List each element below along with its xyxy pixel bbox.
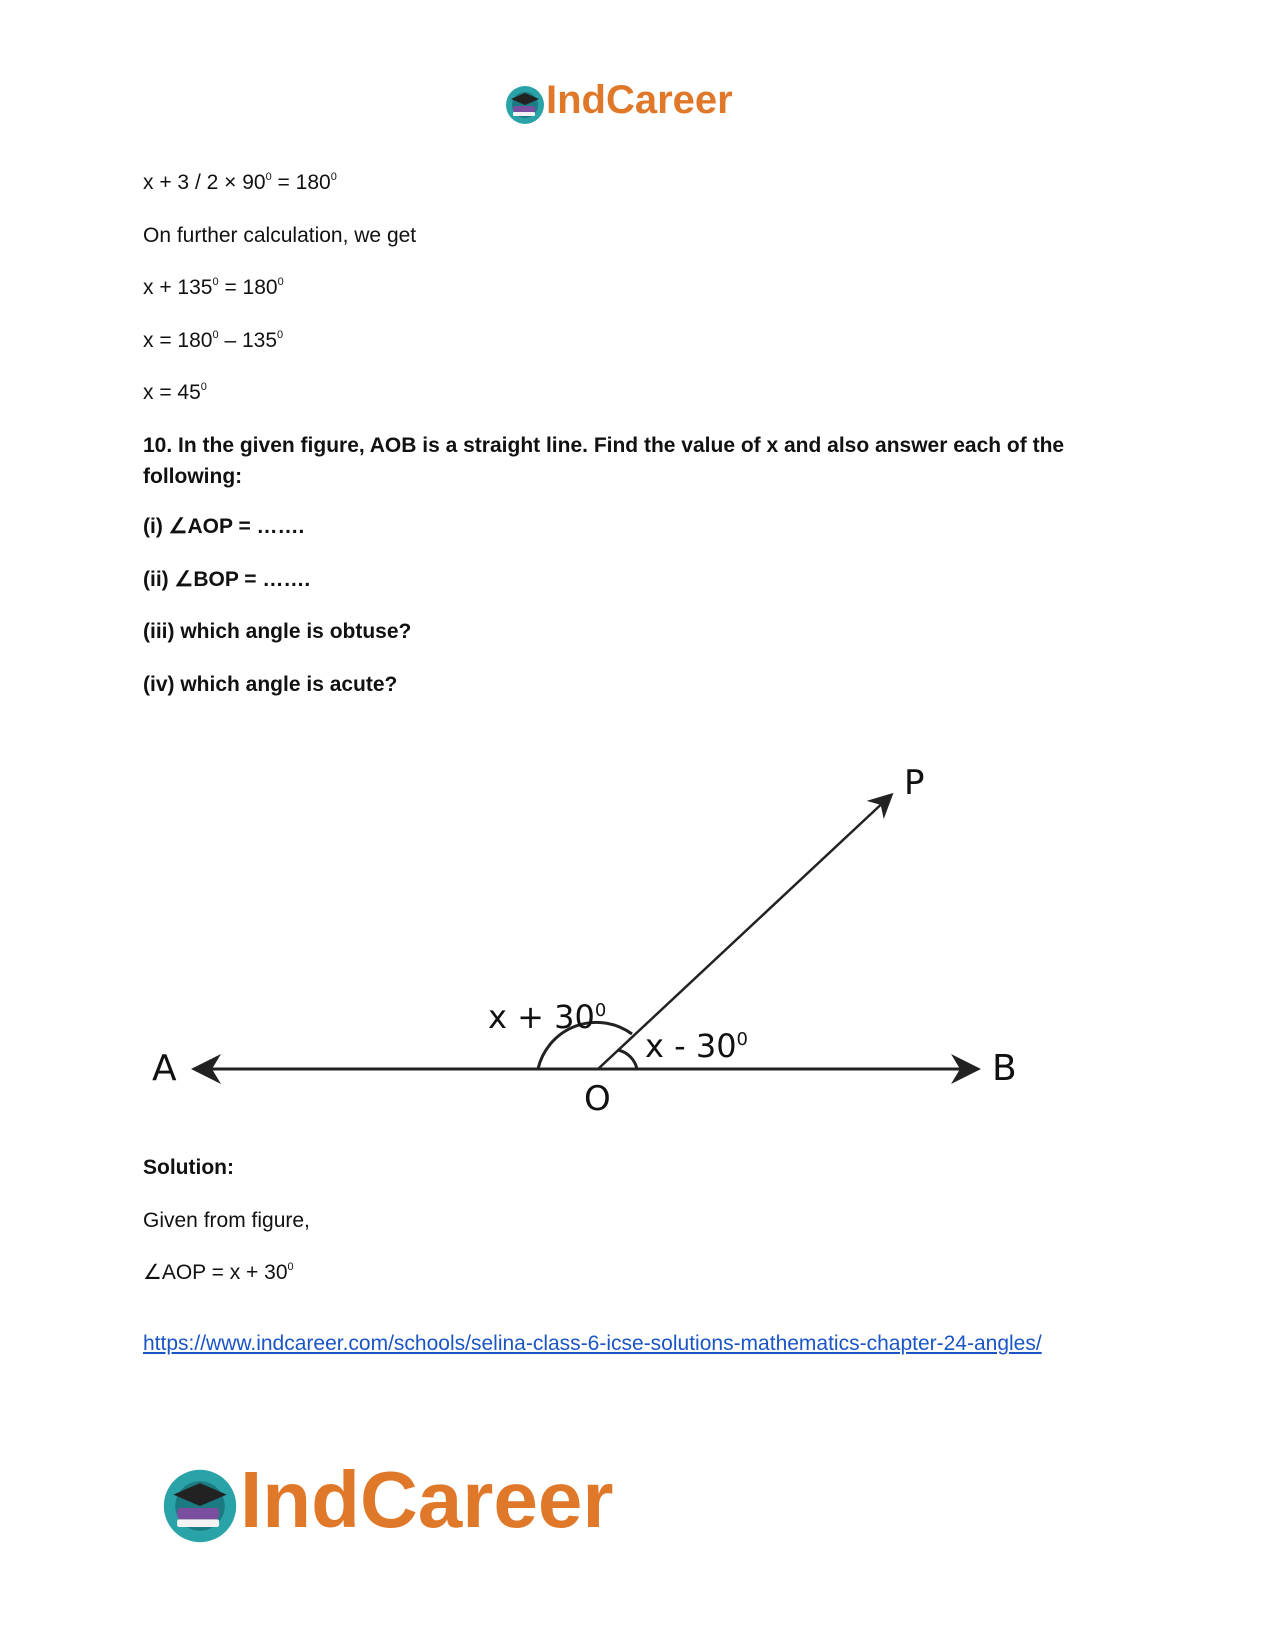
solution-line-1: Given from figure, (143, 1209, 310, 1232)
graduation-book-icon (504, 84, 546, 126)
solution-line-2: ∠AOP = $x + 30^0$ (143, 1261, 294, 1284)
question-part-1: (i) ∠AOP = ……. (143, 515, 305, 538)
step-line-2: On further calculation, we get (143, 224, 417, 247)
label-o: O (584, 1079, 611, 1119)
label-a: A (152, 1048, 177, 1089)
step-line-1: $x + 3 / 2 \times 90^0 = 180^0$ (143, 171, 337, 194)
question-title: 10. In the given figure, AOB is a straight line. Find the value of x and also answer each of the following: (143, 434, 1065, 488)
footer-logo (160, 1455, 720, 1552)
label-b: B (992, 1048, 1017, 1089)
step-line-3: $x + 135^0 = 180^0$ (143, 276, 284, 299)
arc-bop (618, 1050, 637, 1069)
question-part-4: (iv) which angle is acute? (143, 673, 398, 696)
graduation-book-icon (160, 1466, 240, 1546)
step-line-4: $x = 180^0 - 135^0$ (143, 329, 284, 352)
header-logo-text: IndCareer (546, 78, 733, 122)
question-part-3: (iii) which angle is obtuse? (143, 620, 412, 643)
solution-heading: Solution: (143, 1156, 234, 1179)
label-p: P (904, 763, 925, 803)
angle-aop-label: $x + 30^0$ (488, 998, 607, 1036)
step-line-5: $x = 45^0$ (143, 381, 207, 404)
question-part-2: (ii) ∠BOP = ……. (143, 568, 311, 591)
footer-logo-text: IndCareer (240, 1455, 614, 1544)
header-logo (504, 80, 774, 126)
angle-bop-label: x - $30^0$ (645, 1027, 748, 1065)
source-link[interactable]: https://www.indcareer.com/schools/selina-class-6-icse-solutions-mathematics-chapter-24-angles/ (143, 1332, 1042, 1355)
angle-figure (140, 760, 1040, 1130)
